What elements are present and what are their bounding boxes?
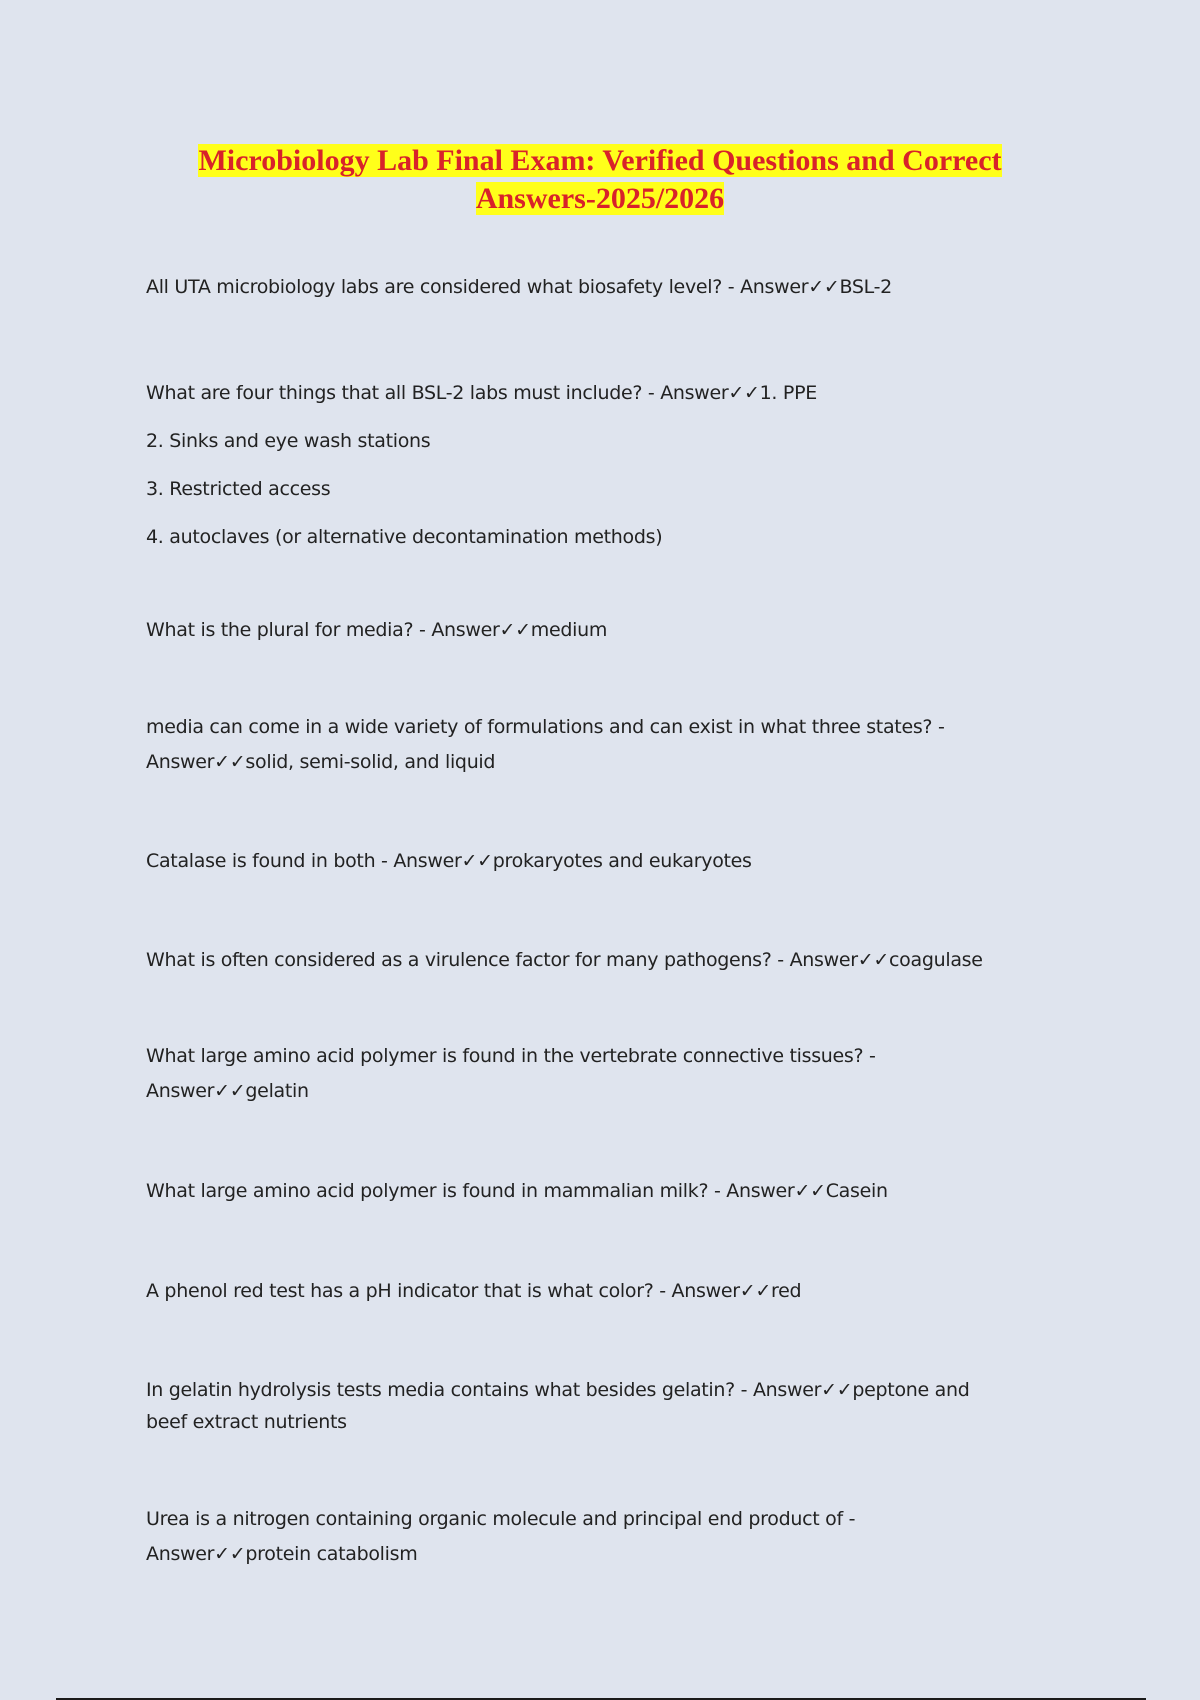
- qa-line: In gelatin hydrolysis tests media contains what besides gelatin? - Answer✓✓peptone and: [146, 1379, 970, 1401]
- qa-line: What large amino acid polymer is found in mammalian milk? - Answer✓✓Casein: [146, 1180, 888, 1202]
- qa-item: [146, 1502, 1046, 1572]
- qa-line: What is often considered as a virulence factor for many pathogens? - Answer✓✓coagulase: [146, 949, 983, 971]
- qa-line: Answer✓✓protein catabolism: [146, 1543, 418, 1565]
- qa-item: [146, 844, 1046, 879]
- qa-line: All UTA microbiology labs are considered what biosafety level? - Answer✓✓BSL-2: [146, 276, 892, 298]
- qa-line: What large amino acid polymer is found in the vertebrate connective tissues? -: [146, 1045, 876, 1067]
- qa-line: beef extract nutrients: [146, 1411, 347, 1433]
- qa-line: A phenol red test has a pH indicator that is what color? - Answer✓✓red: [146, 1280, 802, 1302]
- qa-line: Answer✓✓solid, semi-solid, and liquid: [146, 751, 496, 773]
- qa-item: [146, 710, 1046, 780]
- qa-line: 3. Restricted access: [146, 478, 331, 500]
- qa-line: Urea is a nitrogen containing organic molecule and principal end product of -: [146, 1508, 856, 1530]
- qa-line: 4. autoclaves (or alternative decontamination methods): [146, 526, 663, 548]
- qa-line: What are four things that all BSL-2 labs must include? - Answer✓✓1. PPE: [146, 382, 817, 404]
- qa-item: [146, 1039, 1046, 1109]
- qa-line: 2. Sinks and eye wash stations: [146, 430, 431, 452]
- qa-line: media can come in a wide variety of formulations and can exist in what three states? -: [146, 716, 945, 738]
- qa-line: Catalase is found in both - Answer✓✓prokaryotes and eukaryotes: [146, 850, 752, 872]
- qa-item: [146, 943, 1046, 978]
- qa-item: [146, 1374, 1046, 1438]
- title-line-1: Microbiology Lab Final Exam: Verified Questions and Correct: [198, 144, 1002, 177]
- document-title: [140, 142, 1060, 218]
- title-line-2: Answers-2025/2026: [475, 182, 725, 215]
- qa-line: Answer✓✓gelatin: [146, 1080, 309, 1102]
- qa-item: [146, 369, 1046, 561]
- qa-item: [146, 1274, 1046, 1309]
- qa-item: [146, 270, 1046, 305]
- qa-line: What is the plural for media? - Answer✓✓medium: [146, 619, 608, 641]
- qa-item: [146, 613, 1046, 648]
- qa-item: [146, 1174, 1046, 1209]
